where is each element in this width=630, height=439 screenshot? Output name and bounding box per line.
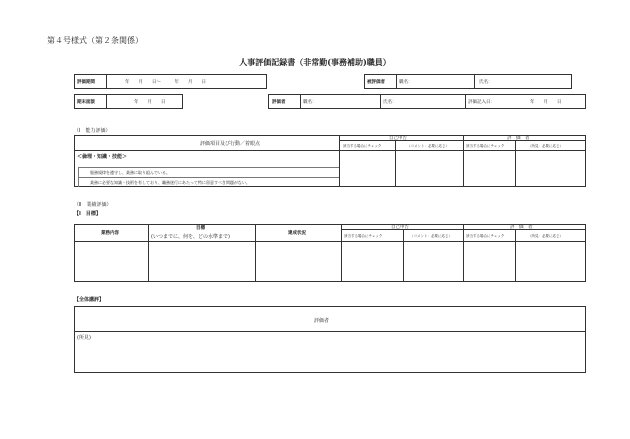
performance-section-label: （Ⅱ 業績評価） [74,202,112,208]
evaluator-post[interactable]: 職名： [303,100,317,105]
evaluatee-label: 被評価者 [367,80,385,85]
ability-self-check-col: 該当する場合にチェック [343,144,382,148]
goal-subheader: (いつまでに、何を、どの水準まで) [151,234,230,240]
evaluator-name[interactable]: 氏名： [383,100,397,105]
interview-label: 期末面談 [77,100,95,105]
evaluator-label: 評価者 [272,100,286,105]
ability-items-header: 評価項目及び行動／着眼点 [200,141,261,147]
status-header: 達成状況 [288,231,306,236]
ability-section-label: （Ⅰ 能力評価） [74,128,111,134]
ability-item-2: 業務に必要な知識・技術を有しており、職務遂行にあたって特に留意すべき問題がない。 [90,180,250,185]
perf-eval-remarks-col: （所見：必要に応じ） [528,234,563,238]
perf-evaluator-header: 評 価 者 [510,225,533,230]
perf-self-comment-col: （コメント：必要に応じ） [410,234,452,238]
goals-label: 【Ⅰ 目標】 [74,211,101,217]
page-title: 人事評価記録書（非常勤(事務補助)職員） [239,57,391,67]
ability-self-report-header: 自己申告 [389,136,407,141]
overall-section-label: 【全体講評】 [74,297,105,303]
ability-item-1: 服務規律を遵守し、業務に取り組んでいる。 [90,170,170,175]
ability-self-comment-col: （コメント：必要に応じ） [407,144,449,148]
perf-eval-check-col: 該当する場合にチェック [466,234,505,238]
ability-eval-check-col: 該当する場合にチェック [466,144,505,148]
ability-category: ＜倫理・知識・技能＞ [77,154,128,160]
evaluatee-post[interactable]: 職名： [399,80,413,85]
period-value[interactable]: 年 月 日〜 年 月 日 [125,80,206,85]
ability-evaluator-header: 評 価 者 [507,136,530,141]
form-number-label: 第４号様式（第２条関係） [47,36,143,45]
perf-self-check-col: 該当する場合にチェック [344,234,383,238]
overall-box [74,306,586,373]
entry-date-value[interactable]: 年 月 日 [530,100,562,105]
ability-eval-remarks-col: （所見：必要に応じ） [528,144,563,148]
overall-evaluator-header: 評価者 [314,318,330,324]
work-content-header: 業務内容 [101,231,119,236]
evaluatee-name[interactable]: 氏名： [479,80,493,85]
period-label: 評価期間 [77,80,95,85]
overall-remarks-label: (所見) [77,335,91,341]
interview-value[interactable]: 年 月 日 [134,100,166,105]
goal-header: 目標 [196,226,205,231]
entry-date-label: 評価記入日： [468,100,495,105]
perf-self-report-header: 自己申告 [391,225,409,230]
